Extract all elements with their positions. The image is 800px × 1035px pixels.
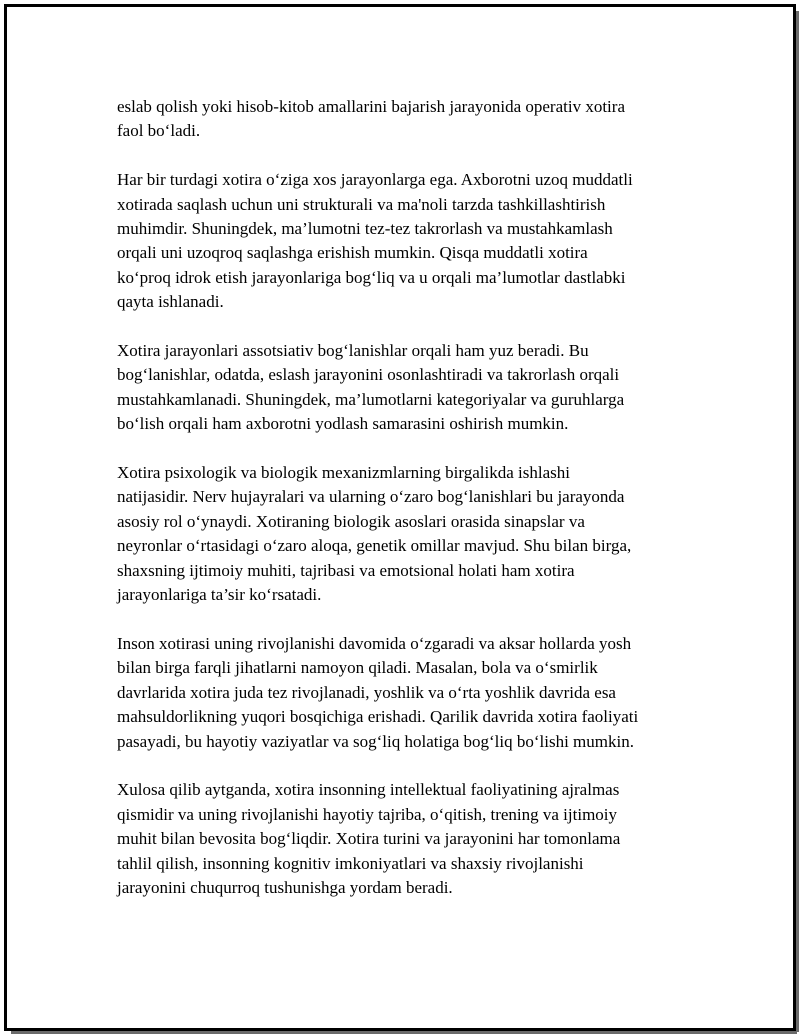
paragraph-1: eslab qolish yoki hisob-kitob amallarini bajarish jarayonida operativ xotira faol bo‘ladi. — [117, 97, 625, 141]
paragraph-6: Xulosa qilib aytganda, xotira insonning intellektual faoliyatining ajralmas qismidir va uning rivojlanishi hayotiy tajriba, o‘qitish, trening va ijtimoiy muhit bilan bevosita bog‘liqdir. Xotira turini va jarayonini har tomonlama tahlil qilish, insonning kognitiv imkoniyatlari va shaxsiy rivojlanishi jarayonini chuqurroq tushunishga yordam beradi. — [117, 780, 621, 897]
paragraph-3: Xotira jarayonlari assotsiativ bog‘lanishlar orqali ham yuz beradi. Bu bog‘lanishlar, odatda, eslash jarayonini osonlashtiradi va takrorlash orqali mustahkamlanadi. Shuningdek, ma’lumotlarni kategoriyalar va guruhlarga bo‘lish orqali ham axborotni yodlash samarasini oshirish mumkin. — [117, 341, 625, 434]
paragraph-5: Inson xotirasi uning rivojlanishi davomida o‘zgaradi va aksar hollarda yosh bilan birga farqli jihatlarni namoyon qiladi. Masalan, bola va o‘smirlik davrlarida xotira juda tez rivojlanadi, yoshlik va o‘rta yoshlik davrida esa mahsuldorlikning yuqori bosqichiga erishadi. Qarilik davrida xotira faoliyati pasayadi, bu hayotiy vaziyatlar va sog‘liq holatiga bog‘liq bo‘lishi mumkin. — [117, 633, 639, 751]
paragraph-2: Har bir turdagi xotira o‘ziga xos jarayonlarga ega. Axborotni uzoq muddatli xotirada saqlash uchun uni strukturali va ma'noli tarzda tashkillashtirish muhimdir. Shuningdek, ma’lumotni tez-tez takrorlash va mustahkamlash orqali uni uzoqroq saqlashga erishish mumkin. Qisqa muddatli xotira ko‘proq idrok etish jarayonlariga bog‘liq va u orqali ma’lumotlar dastlabki qayta ishlanadi. — [117, 170, 633, 312]
paragraph-4: Xotira psixologik va biologik mexanizmlarning birgalikda ishlashi natijasidir. Nerv hujayralari va ularning o‘zaro bog‘lanishlari bu jarayonda asosiy rol o‘ynaydi. Xotiraning biologik asoslari orasida sinapslar va neyronlar o‘rtasidagi o‘zaro aloqa, genetik omillar mavjud. Shu bilan birga, shaxsning ijtimoiy muhiti, tajribasi va emotsional holati ham xotira jarayonlariga ta’sir ko‘rsatadi. — [117, 463, 632, 605]
document-body — [117, 95, 692, 925]
